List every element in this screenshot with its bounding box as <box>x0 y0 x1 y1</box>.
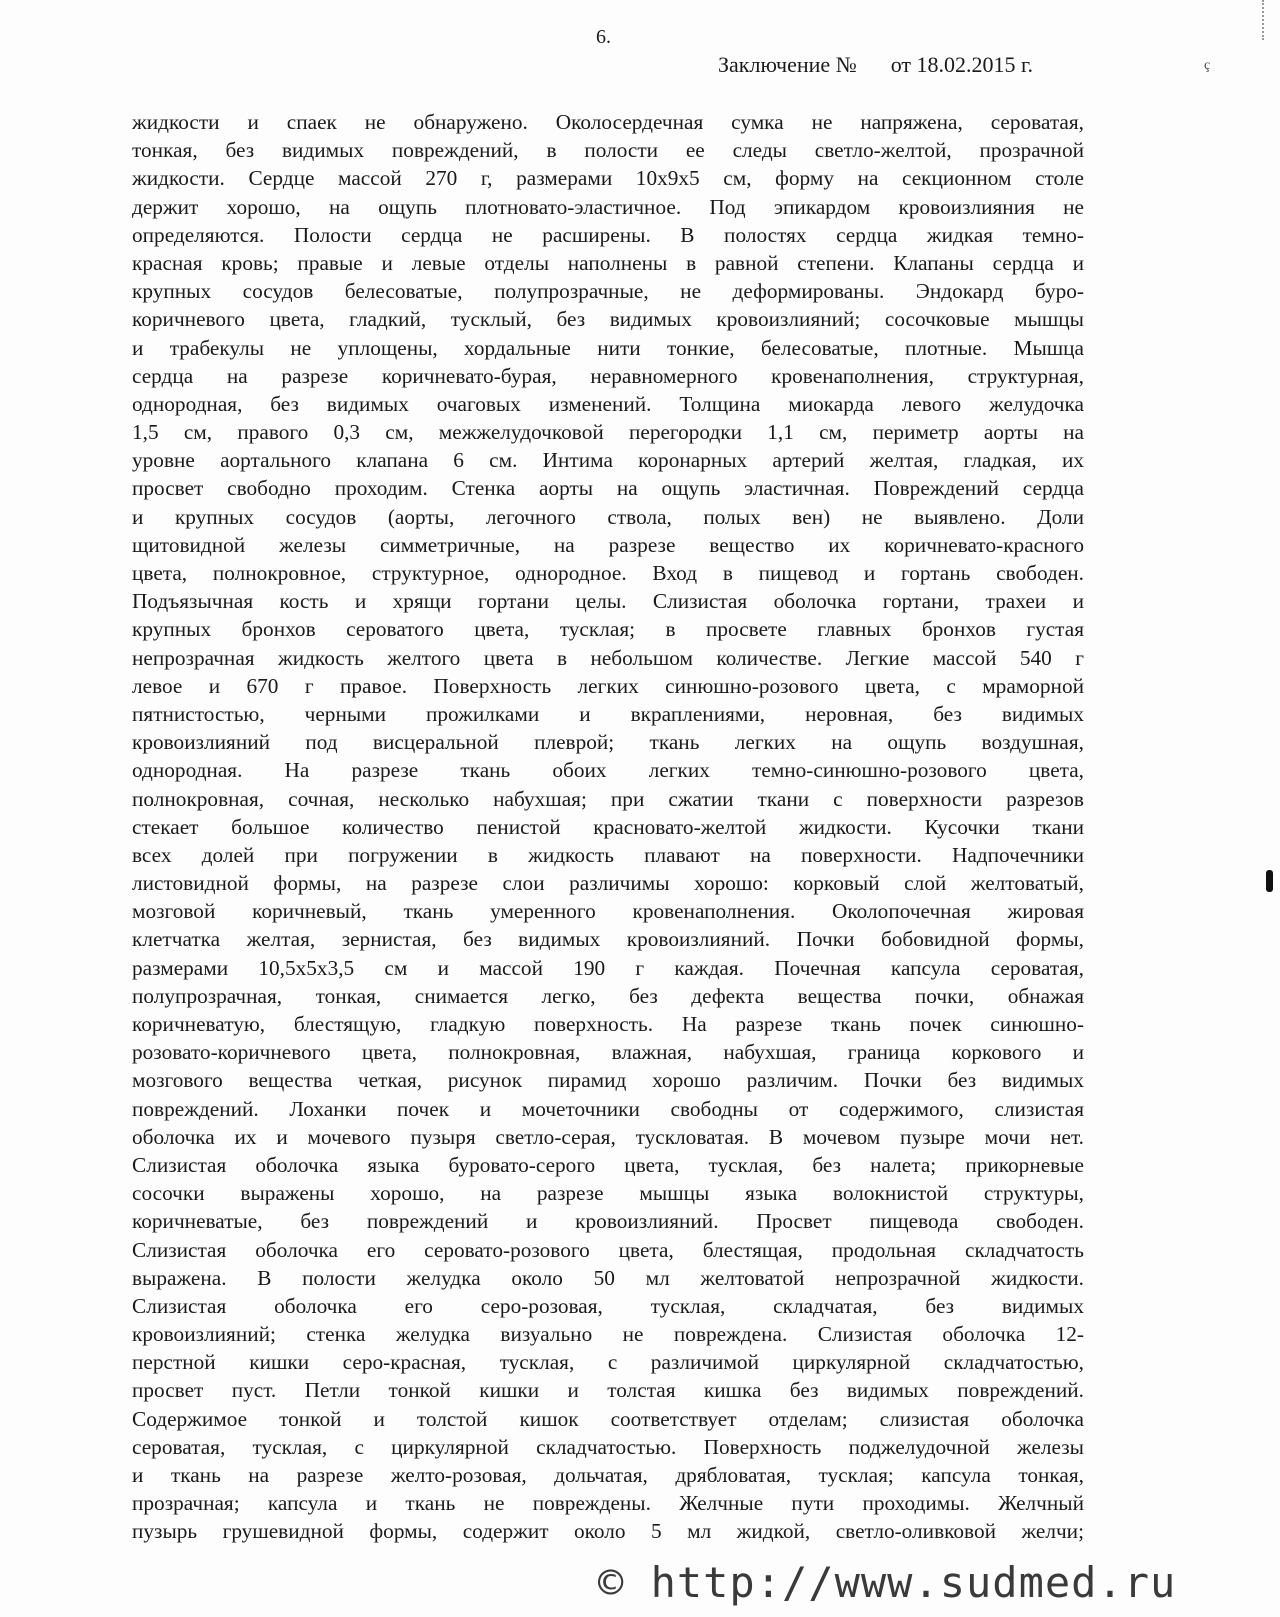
conclusion-label: Заключение № <box>718 52 857 77</box>
text-line: листовидной формы, на разрезе слои различимы хорошо: корковый слой желтоватый, <box>132 871 1084 896</box>
text-line: левое и 670 г правое. Поверхность легких синюшно-розового цвета, с мраморной <box>132 673 1084 698</box>
text-line: кровоизлияний под висцеральной плеврой; ткань легких на ощупь воздушная, <box>132 730 1084 755</box>
conclusion-date: от 18.02.2015 г. <box>890 52 1034 77</box>
text-line: просвет свободно проходим. Стенка аорты на ощупь эластичная. Повреждений сердца <box>132 476 1084 501</box>
text-line: полнокровная, сочная, несколько набухшая; при сжатии ткани с поверхности разрезов <box>132 786 1084 811</box>
text-line: и трабекулы не уплощены, хордальные нити тонкие, белесоватые, плотные. Мышца <box>132 335 1084 360</box>
text-line: крупных бронхов сероватого цвета, тусклая; в просвете главных бронхов густая <box>132 617 1084 642</box>
text-line: мозгового вещества четкая, рисунок пирамид хорошо различим. Почки без видимых <box>132 1068 1084 1093</box>
text-line: красная кровь; правые и левые отделы наполнены в равной степени. Клапаны сердца и <box>132 250 1084 275</box>
text-line: 1,5 см, правого 0,3 см, межжелудочковой перегородки 1,1 см, периметр аорты на <box>132 420 1084 445</box>
text-line: стекает большое количество пенистой красновато-желтой жидкости. Кусочки ткани <box>132 814 1084 839</box>
text-line: однородная. На разрезе ткань обоих легких темно-синюшно-розового цвета, <box>132 758 1084 783</box>
text-line: сероватая, тусклая, с циркулярной складчатостью. Поверхность поджелудочной железы <box>132 1434 1084 1459</box>
text-line: мозговой коричневый, ткань умеренного кровенаполнения. Околопочечная жировая <box>132 899 1084 924</box>
text-line: перстной кишки серо-красная, тусклая, с различимой циркулярной складчатостью, <box>132 1350 1084 1375</box>
text-line: однородная, без видимых очаговых изменений. Толщина миокарда левого желудочка <box>132 391 1084 416</box>
text-line: Содержимое тонкой и толстой кишок соответствует отделам; слизистая оболочка <box>132 1406 1084 1431</box>
text-line: Слизистая оболочка языка буровато-серого цвета, тусклая, без налета; прикорневые <box>132 1152 1084 1177</box>
text-line: держит хорошо, на ощупь плотновато-эластичное. Под эпикардом кровоизлияния не <box>132 194 1084 219</box>
text-line: Подъязычная кость и хрящи гортани целы. Слизистая оболочка гортани, трахеи и <box>132 589 1084 614</box>
text-line: жидкости. Сердце массой 270 г, размерами 10х9х5 см, форму на секционном столе <box>132 166 1084 191</box>
text-line: оболочка их и мочевого пузыря светло-серая, тускловатая. В мочевом пузыре мочи нет. <box>132 1124 1084 1149</box>
text-line: повреждений. Лоханки почек и мочеточники свободны от содержимого, слизистая <box>132 1096 1084 1121</box>
text-line: цвета, полнокровное, структурное, однородное. Вход в пищевод и гортань свободен. <box>132 561 1084 585</box>
text-line: уровне аортального клапана 6 см. Интима коронарных артерий желтая, гладкая, их <box>132 448 1084 473</box>
text-line: пятнистостью, черными прожилками и вкраплениями, неровная, без видимых <box>132 701 1084 726</box>
text-line: Слизистая оболочка его серо-розовая, тусклая, складчатая, без видимых <box>132 1293 1084 1318</box>
text-line: просвет пуст. Петли тонкой кишки и толстая кишка без видимых повреждений. <box>132 1378 1084 1403</box>
scan-edge-glyph: ç <box>1204 58 1211 73</box>
text-line: жидкости и спаек не обнаружено. Околосердечная сумка не напряжена, сероватая, <box>132 110 1084 134</box>
text-line: кровоизлияний; стенка желудка визуально не повреждена. Слизистая оболочка 12- <box>132 1322 1084 1347</box>
text-line: коричневого цвета, гладкий, тусклый, без видимых кровоизлияний; сосочковые мышцы <box>132 307 1084 332</box>
text-line: сердца на разрезе коричневато-бурая, неравномерного кровенаполнения, структурная, <box>132 363 1084 388</box>
text-line: размерами 10,5х5х3,5 см и массой 190 г каждая. Почечная капсула сероватая, <box>132 955 1084 980</box>
page-number: 6. <box>596 26 611 48</box>
text-line: коричневатую, блестящую, гладкую поверхность. На разрезе ткань почек синюшно- <box>132 1012 1084 1036</box>
text-line: коричневатые, без повреждений и кровоизлияний. Просвет пищевода свободен. <box>132 1209 1084 1234</box>
scan-edge-mark <box>1262 0 1272 40</box>
text-line: всех долей при погружении в жидкость плавают на поверхности. Надпочечники <box>132 842 1084 867</box>
text-line: прозрачная; капсула и ткань не повреждены. Желчные пути проходимы. Желчный <box>132 1491 1084 1516</box>
text-line: полупрозрачная, тонкая, снимается легко, без дефекта вещества почки, обнажая <box>132 983 1084 1008</box>
text-line: непрозрачная жидкость желтого цвета в небольшом количестве. Легкие массой 540 г <box>132 645 1084 670</box>
text-line: щитовидной железы симметричные, на разрезе вещество их коричневато-красного <box>132 532 1084 557</box>
document-header <box>718 52 1033 78</box>
document-body <box>132 108 1084 1546</box>
text-line: определяются. Полости сердца не расширены. В полостях сердца жидкая темно- <box>132 222 1084 247</box>
text-line: выражена. В полости желудка около 50 мл желтоватой непрозрачной жидкости. <box>132 1265 1084 1290</box>
text-line: и крупных сосудов (аорты, легочного ствола, полых вен) не выявлено. Доли <box>132 504 1084 529</box>
text-line: клетчатка желтая, зернистая, без видимых кровоизлияний. Почки бобовидной формы, <box>132 927 1084 952</box>
text-line: и ткань на разрезе желто-розовая, дольчатая, дрябловатая, тусклая; капсула тонкая, <box>132 1463 1084 1487</box>
text-line: крупных сосудов белесоватые, полупрозрачные, не деформированы. Эндокард буро- <box>132 279 1084 304</box>
text-line: пузырь грушевидной формы, содержит около 5 мл жидкой, светло-оливковой желчи; <box>132 1519 1084 1544</box>
watermark: © http://www.sudmed.ru <box>598 1558 1177 1607</box>
text-line: тонкая, без видимых повреждений, в полости ее следы светло-желтой, прозрачной <box>132 138 1084 163</box>
text-line: сосочки выражены хорошо, на разрезе мышцы языка волокнистой структуры, <box>132 1181 1084 1206</box>
text-line: Слизистая оболочка его серовато-розового цвета, блестящая, продольная складчатость <box>132 1237 1084 1262</box>
scan-binding-hole <box>1266 870 1273 892</box>
text-line: розовато-коричневого цвета, полнокровная, влажная, набухшая, граница коркового и <box>132 1040 1084 1065</box>
